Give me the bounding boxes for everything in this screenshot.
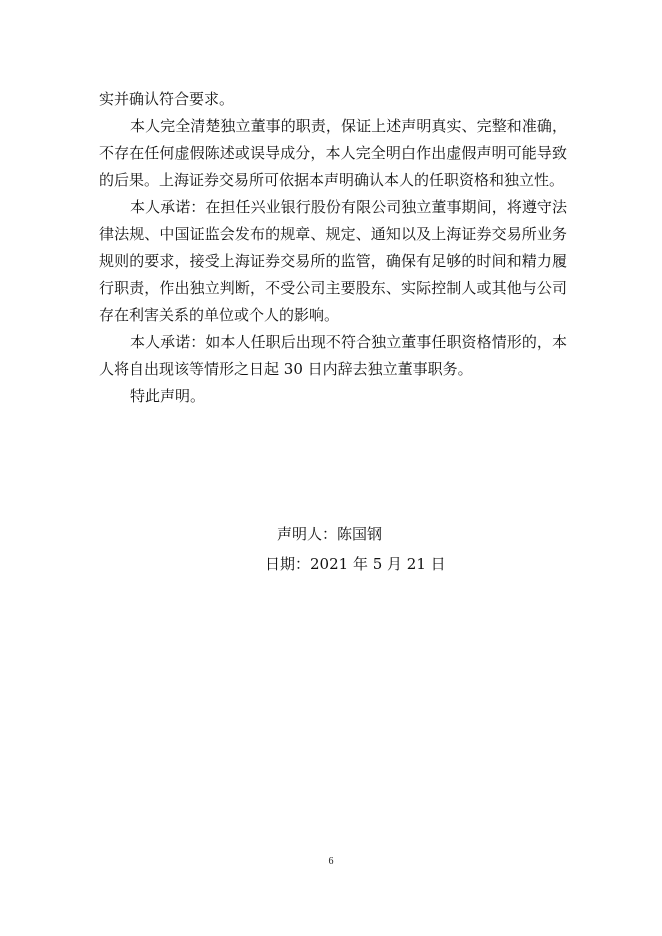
paragraph-closing: 特此声明。 [130,387,206,405]
page-number: 6 [328,856,334,867]
paragraph-continuation: 实并确认符合要求。 [99,90,235,108]
date-line: 日期：2021 年 5 月 21 日 [265,555,446,573]
paragraph-responsibility-statement: 本人完全清楚独立董事的职责，保证上述声明真实、完整和准确，不存在任何虚假陈述或误导成分，本人完全明白作出虚假声明可能导致的后果。上海证券交易所可依据本声明确认本人的任职资格和独立性。 [99,117,567,189]
paragraph-commitment-compliance: 本人承诺：在担任兴业银行股份有限公司独立董事期间，将遵守法律法规、中国证监会发布的规章、规定、通知以及上海证券交易所业务规则的要求，接受上海证券交易所的监管，确保有足够的时间和精力履行职责，作出独立判断，不受公司主要股东、实际控制人或其他与公司存在利害关系的单位或个人的影响。 [99,198,567,324]
document-body [99,86,567,410]
signature-block [0,519,446,579]
paragraph-commitment-resignation: 本人承诺：如本人任职后出现不符合独立董事任职资格情形的，本人将自出现该等情形之日起 30 日内辞去独立董事职务。 [99,333,567,378]
declarant-line: 声明人：陈国钢 [277,525,383,543]
